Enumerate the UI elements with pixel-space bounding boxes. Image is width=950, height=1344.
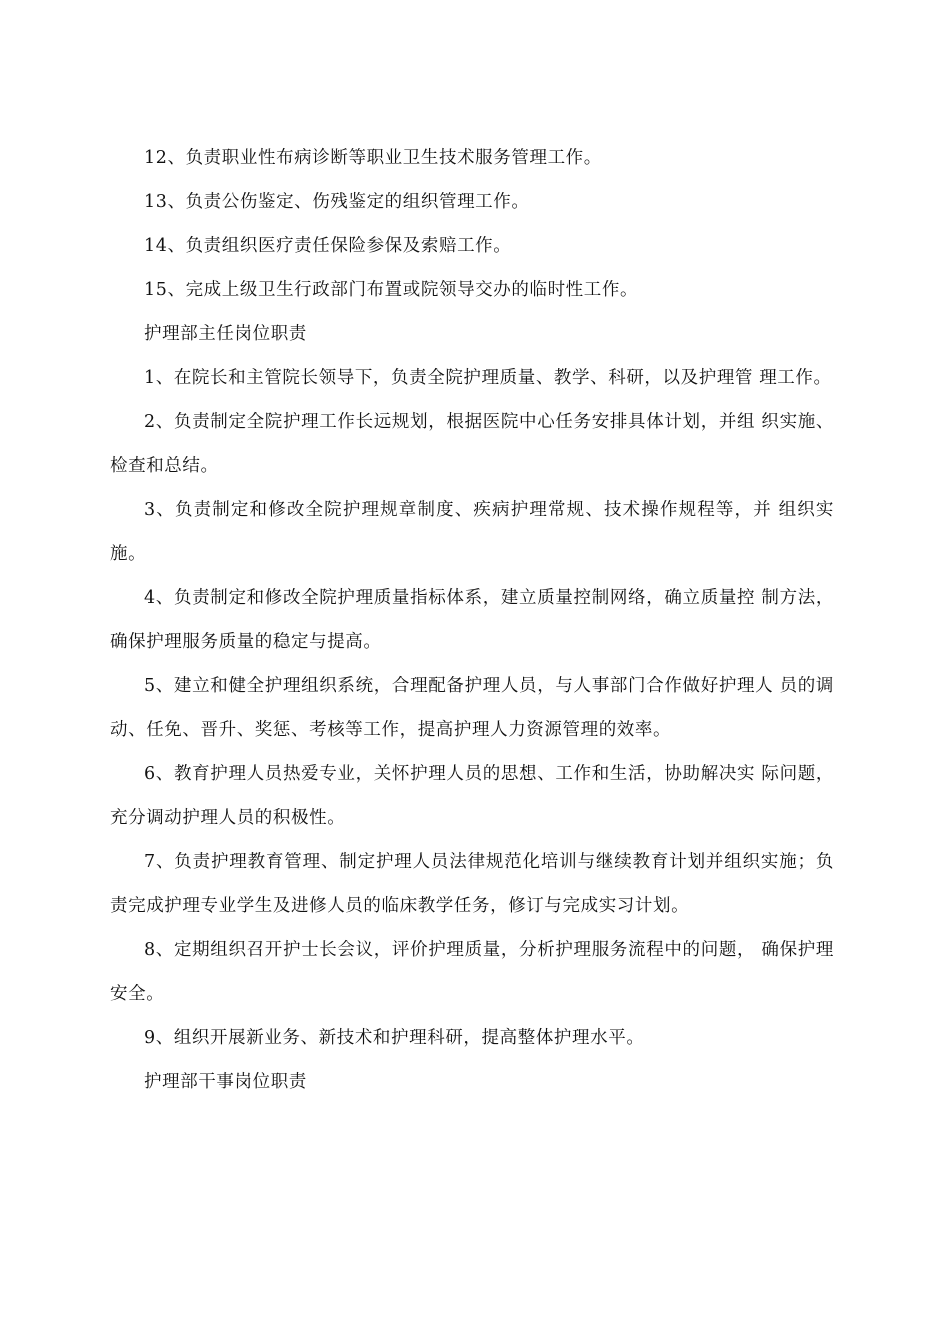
paragraph-14: 14、负责组织医疗责任保险参保及索赔工作。 — [144, 236, 512, 256]
list-item: 8、定期组织召开护士长会议，评价护理质量，分析护理服务流程中的问题， 确保护理安全。 — [110, 940, 834, 1004]
list-item: 3、负责制定和修改全院护理规章制度、疾病护理常规、技术操作规程等，并 组织实施。 — [110, 500, 834, 564]
list-item: 7、负责护理教育管理、制定护理人员法律规范化培训与继续教育计划并组织实施；负责完成护理专业学生及进修人员的临床教学任务，修订与完成实习计划。 — [110, 852, 834, 916]
section-title-nursing-director: 护理部主任岗位职责 — [144, 324, 307, 344]
list-item: 6、教育护理人员热爱专业，关怀护理人员的思想、工作和生活，协助解决实 际问题，充分调动护理人员的积极性。 — [110, 764, 834, 828]
list-item: 1、在院长和主管院长领导下，负责全院护理质量、教学、科研，以及护理管 理工作。 — [144, 368, 832, 388]
paragraph-13: 13、负责公伤鉴定、伤残鉴定的组织管理工作。 — [144, 192, 530, 212]
list-item: 4、负责制定和修改全院护理质量指标体系，建立质量控制网络，确立质量控 制方法，确保护理服务质量的稳定与提高。 — [110, 588, 834, 652]
section-title-nursing-clerk: 护理部干事岗位职责 — [144, 1072, 307, 1092]
list-item: 5、建立和健全护理组织系统，合理配备护理人员，与人事部门合作做好护理人 员的调动、任免、晋升、奖惩、考核等工作，提高护理人力资源管理的效率。 — [110, 676, 834, 740]
nursing-director-duties-list — [110, 356, 834, 1060]
paragraph-12: 12、负责职业性布病诊断等职业卫生技术服务管理工作。 — [144, 148, 602, 168]
list-item: 2、负责制定全院护理工作长远规划，根据医院中心任务安排具体计划，并组 织实施、检查和总结。 — [110, 412, 834, 476]
list-item: 9、组织开展新业务、新技术和护理科研，提高整体护理水平。 — [144, 1028, 645, 1048]
document-body — [110, 136, 834, 1104]
paragraph-15: 15、完成上级卫生行政部门布置或院领导交办的临时性工作。 — [144, 280, 639, 300]
